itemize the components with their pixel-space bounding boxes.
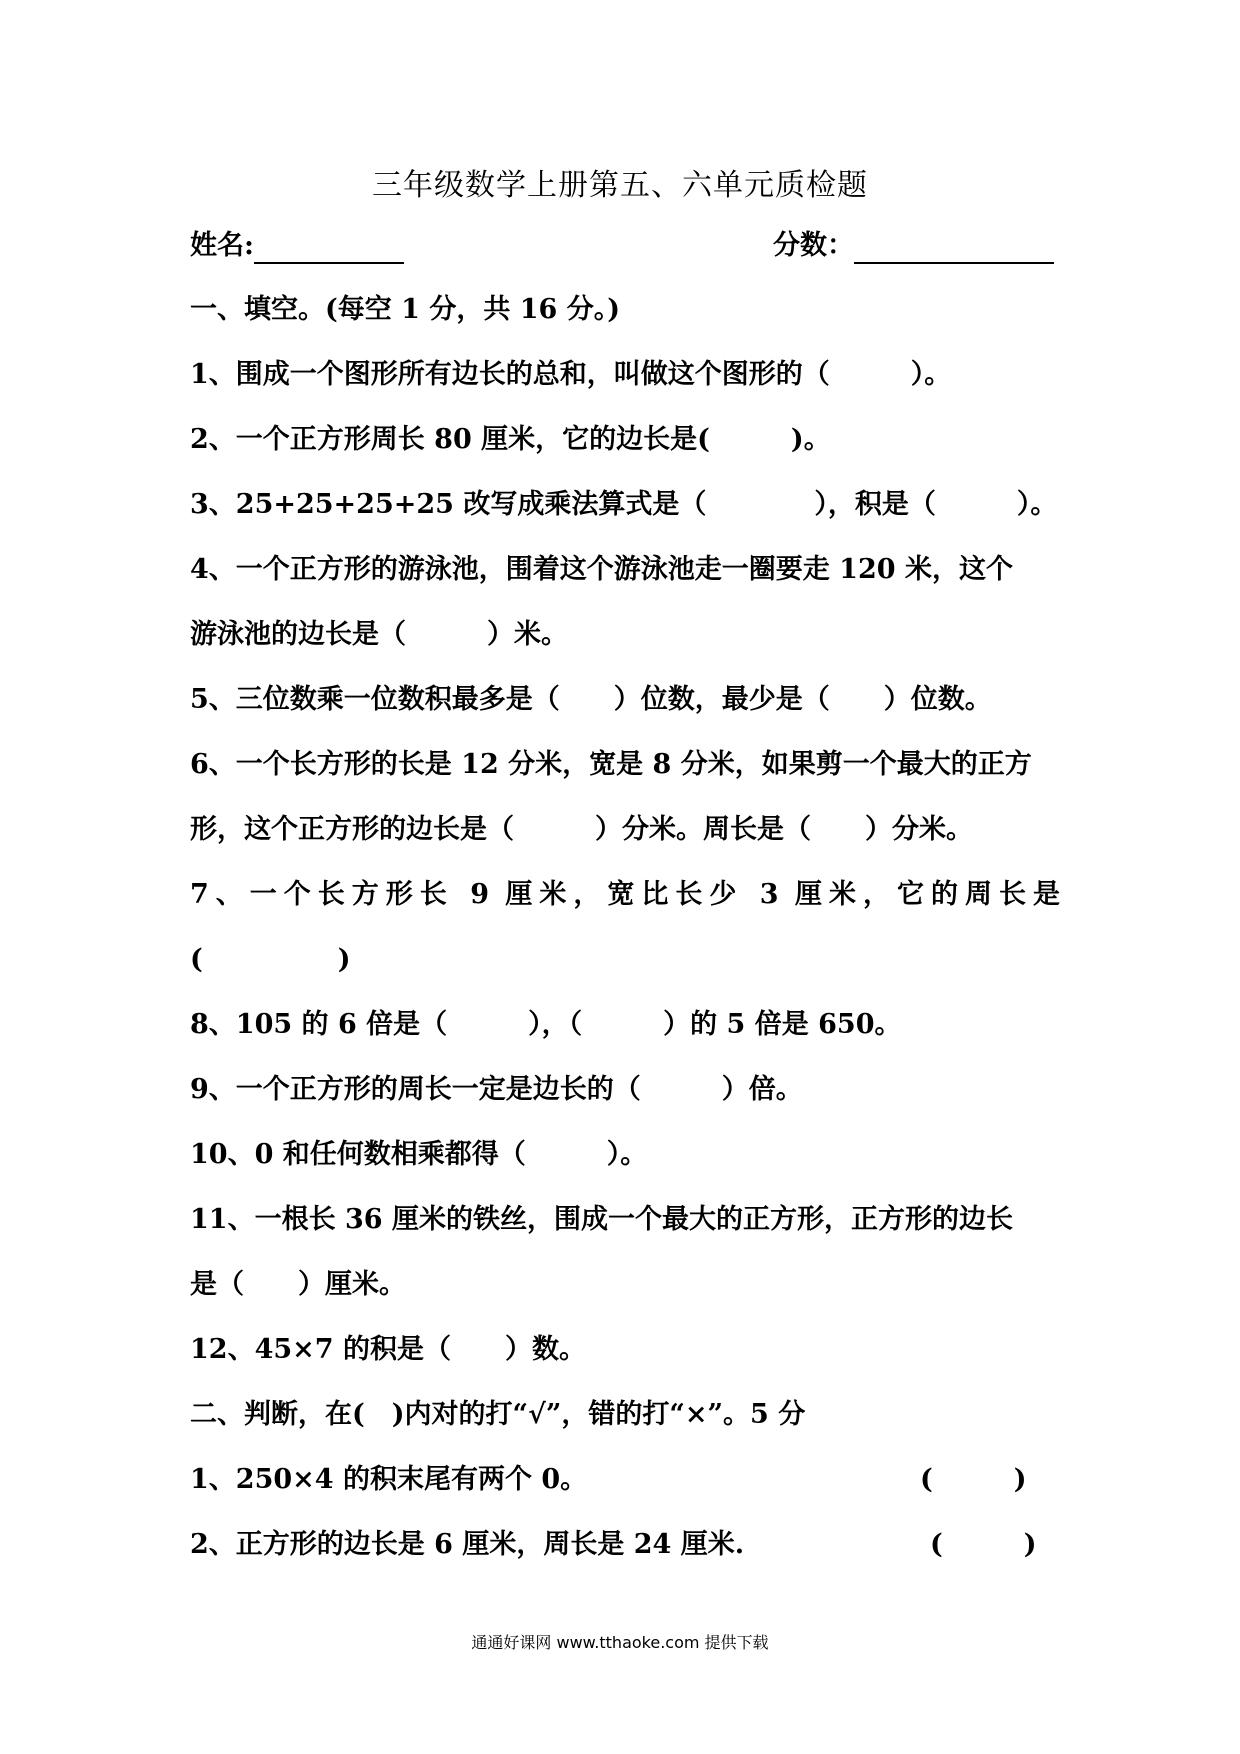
question-10: 10、0 和任何数相乘都得（ ）。 bbox=[190, 1139, 648, 1170]
score-field bbox=[773, 228, 1054, 264]
exam-title: 三年级数学上册第五、六单元质检题 bbox=[372, 168, 868, 203]
name-blank[interactable] bbox=[254, 232, 404, 264]
question-8: 8、105 的 6 倍是（ ），（ ）的 5 倍是 650。 bbox=[190, 1009, 902, 1040]
question-11-line2: 是（ ）厘米。 bbox=[190, 1269, 406, 1300]
question-3: 3、25+25+25+25 改写成乘法算式是（ ），积是（ ）。 bbox=[190, 489, 1058, 520]
question-6-line2: 形，这个正方形的边长是（ ）分米。周长是（ ）分米。 bbox=[190, 814, 973, 845]
name-label: 姓名: bbox=[190, 230, 254, 261]
question-1: 1、围成一个图形所有边长的总和，叫做这个图形的（ ）。 bbox=[190, 359, 952, 390]
judge-answer-box-2[interactable]: ( ) bbox=[930, 1529, 1037, 1560]
question-7-line2: ( ) bbox=[190, 944, 351, 975]
section2-heading: 二、判断，在( )内对的打“√”，错的打“×”。5 分 bbox=[190, 1399, 806, 1430]
judge-answer-box-1[interactable]: ( ) bbox=[920, 1464, 1027, 1495]
question-11-line1: 11、一根长 36 厘米的铁丝，围成一个最大的正方形，正方形的边长 bbox=[190, 1204, 1013, 1235]
question-9: 9、一个正方形的周长一定是边长的（ ）倍。 bbox=[190, 1074, 803, 1105]
score-blank[interactable] bbox=[854, 232, 1054, 264]
question-4-line2: 游泳池的边长是（ ）米。 bbox=[190, 619, 568, 650]
question-4-line1: 4、一个正方形的游泳池，围着这个游泳池走一圈要走 120 米，这个 bbox=[190, 554, 1013, 585]
judge-question-2: 2、正方形的边长是 6 厘米，周长是 24 厘米. bbox=[190, 1529, 745, 1560]
question-2: 2、一个正方形周长 80 厘米，它的边长是( )。 bbox=[190, 424, 831, 455]
section1-heading: 一、填空。(每空 1 分，共 16 分。) bbox=[190, 294, 621, 325]
question-6-line1: 6、一个长方形的长是 12 分米，宽是 8 分米，如果剪一个最大的正方 bbox=[190, 749, 1032, 780]
score-label: 分数： bbox=[773, 230, 854, 261]
footer-credit: 通通好课网 www.tthaoke.com 提供下载 bbox=[471, 1633, 769, 1652]
question-5: 5、三位数乘一位数积最多是（ ）位数，最少是（ ）位数。 bbox=[190, 684, 992, 715]
judge-question-1: 1、250×4 的积末尾有两个 0。 bbox=[190, 1464, 588, 1495]
question-12: 12、45×7 的积是（ ）数。 bbox=[190, 1334, 586, 1365]
question-7-line1: 7、一个长方形长 9 厘米，宽比长少 3 厘米，它的周长是 bbox=[190, 879, 1060, 910]
